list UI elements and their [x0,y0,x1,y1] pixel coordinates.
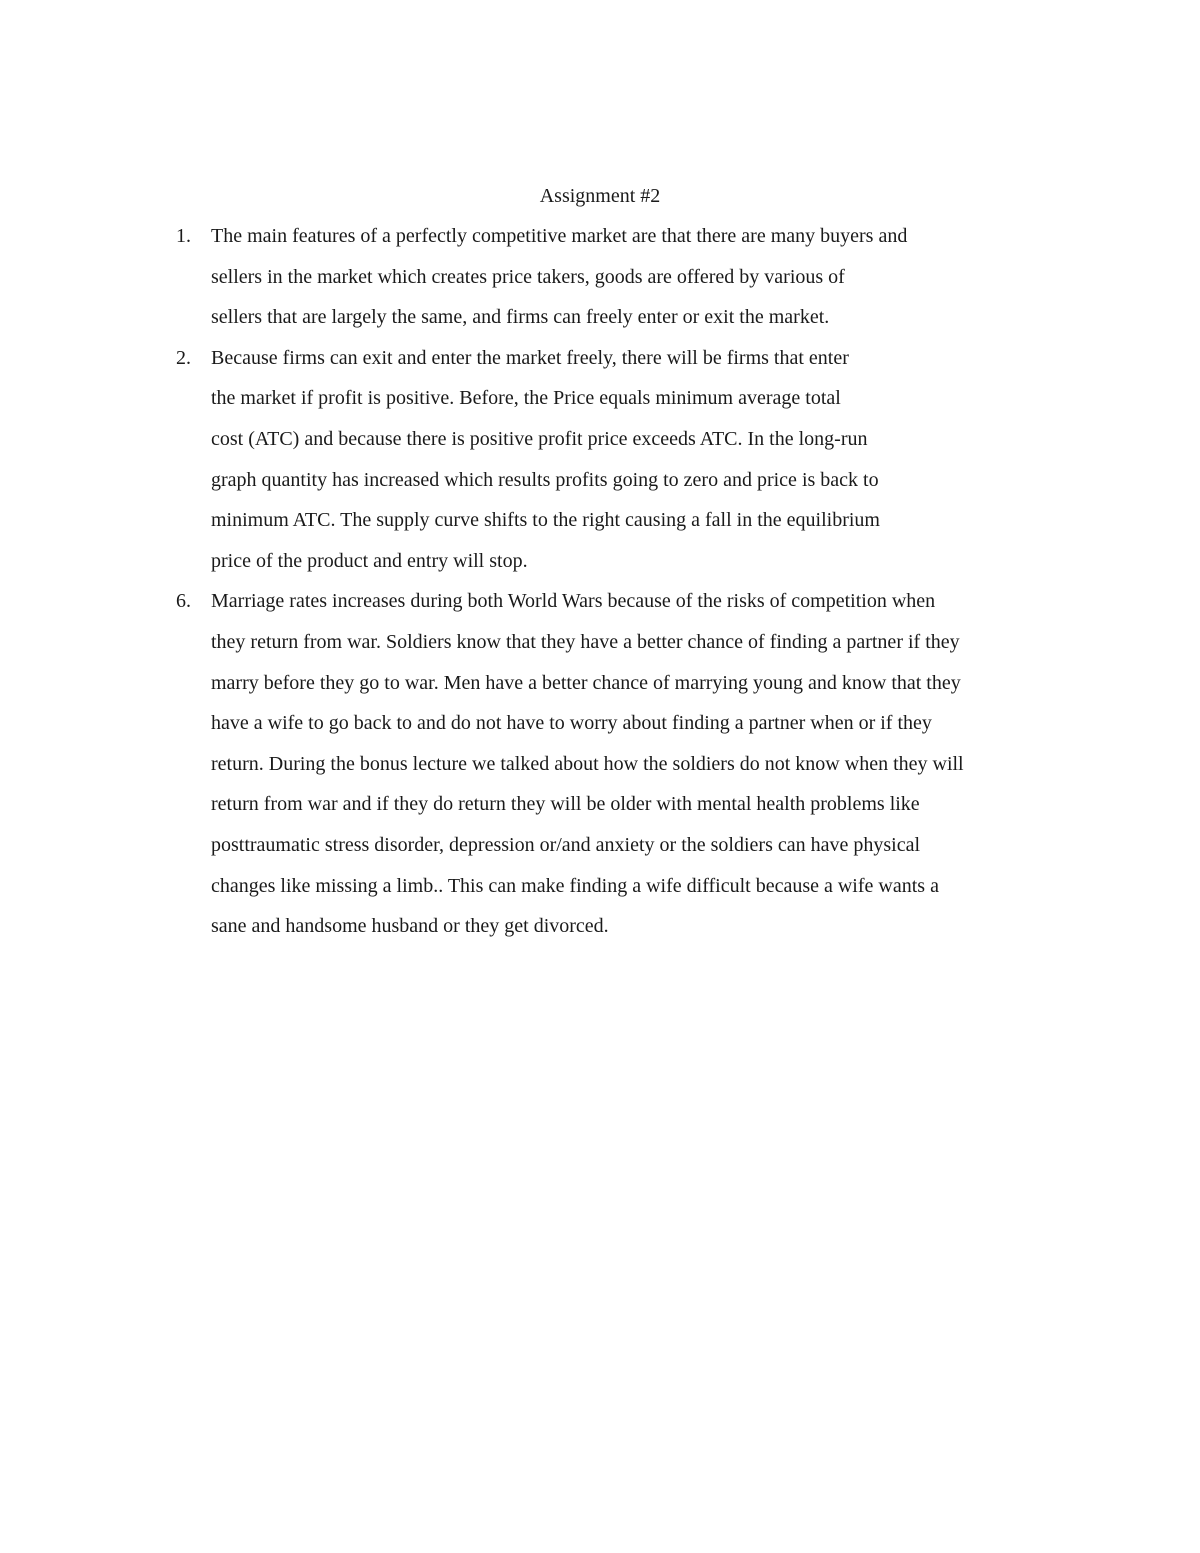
list-item-line: graph quantity has increased which results profits going to zero and price is back to [211,468,879,491]
list-item-line: the market if profit is positive. Before, the Price equals minimum average total [211,387,841,410]
list-item-line: they return from war. Soldiers know that they have a better chance of finding a partner if they [211,630,960,653]
list-item-number: 6. [176,590,191,613]
list-item-line: Marriage rates increases during both World Wars because of the risks of competition when [211,590,936,613]
list-item-number: 1. [176,225,191,247]
list-item-line: posttraumatic stress disorder, depression or/and anxiety or the soldiers can have physical [211,833,921,856]
list-item-line: cost (ATC) and because there is positive profit price exceeds ATC. In the long-run [211,427,868,450]
list-item-line: return. During the bonus lecture we talked about how the soldiers do not know when they will [211,752,964,775]
list-item-line: sellers that are largely the same, and firms can freely enter or exit the market. [211,306,830,329]
list-item-line: sane and handsome husband or they get divorced. [211,915,609,938]
list-item-number: 2. [176,346,191,369]
list-item-line: sellers in the market which creates price takers, goods are offered by various of [211,265,845,288]
list-item-line: changes like missing a limb.. This can make finding a wife difficult because a wife wants a [211,874,939,897]
list-item-line: Because firms can exit and enter the market freely, there will be firms that enter [211,346,849,369]
list-item-line: The main features of a perfectly competitive market are that there are many buyers and [211,225,908,247]
list-item-line: return from war and if they do return they will be older with mental health problems like [211,793,920,816]
list-item-line: marry before they go to war. Men have a better chance of marrying young and know that they [211,671,961,694]
list-item-line: price of the product and entry will stop. [211,549,528,572]
list-item-line: minimum ATC. The supply curve shifts to the right causing a fall in the equilibrium [211,509,880,532]
document-title: Assignment #2 [539,185,661,207]
list-item-line: have a wife to go back to and do not have to worry about finding a partner when or if they [211,712,932,735]
